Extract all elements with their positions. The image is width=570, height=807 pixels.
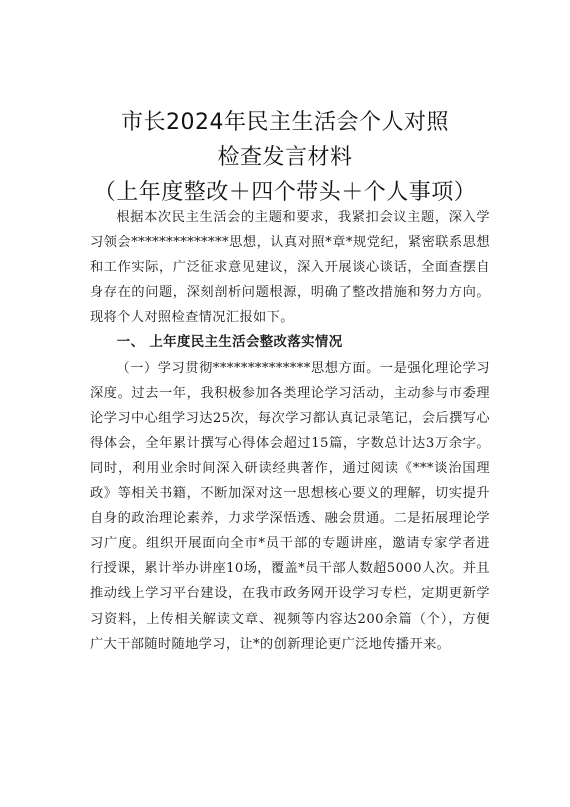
title-line-2: 检查发言材料 (217, 145, 353, 170)
document-body (90, 205, 490, 657)
document-title (0, 105, 570, 210)
title-line-3: （上年度整改＋四个带头＋个人事项） (93, 180, 477, 205)
section-heading-1: 一、 上年度民主生活会整改落实情况 (116, 335, 343, 351)
title-line-1: 市长2024年民主生活会个人对照 (121, 110, 449, 135)
intro-paragraph: 根据本次民主生活会的主题和要求，我紧扣会议主题，深入学习领会**************思想，认真对照*章*规党纪，紧密联系思想和工作实际，广泛征求意见建议，深入开展谈心谈话，全面查摆自身存在的问题，深刻剖析问题根源，明确了整改措施和努力方向。现将个人对照检查情况汇报如下。 (90, 210, 490, 326)
section-1-paragraph-1: （一）学习贯彻**************思想方面。一是强化理论学习深度。过去一年，我积极参加各类理论学习活动，主动参与市委理论学习中心组学习达25次，每次学习都认真记录笔记，会后撰写心得体会，全年累计撰写心得体会超过15篇，字数总计达3万余字。同时，利用业余时间深入研读经典著作，通过阅读《***谈治国理政》等相关书籍，不断加深对这一思想核心要义的理解，切实提升自身的政治理论素养，力求学深悟透、融会贯通。二是拓展理论学习广度。组织开展面向全市*员干部的专题讲座，邀请专家学者进行授课，累计举办讲座10场，覆盖*员干部人数超5000人次。并且推动线上学习平台建设，在我市政务网开设学习专栏，定期更新学习资料，上传相关解读文章、视频等内容达200余篇（个），方便广大干部随时随地学习，让*的创新理论更广泛地传播开来。 (90, 360, 490, 652)
